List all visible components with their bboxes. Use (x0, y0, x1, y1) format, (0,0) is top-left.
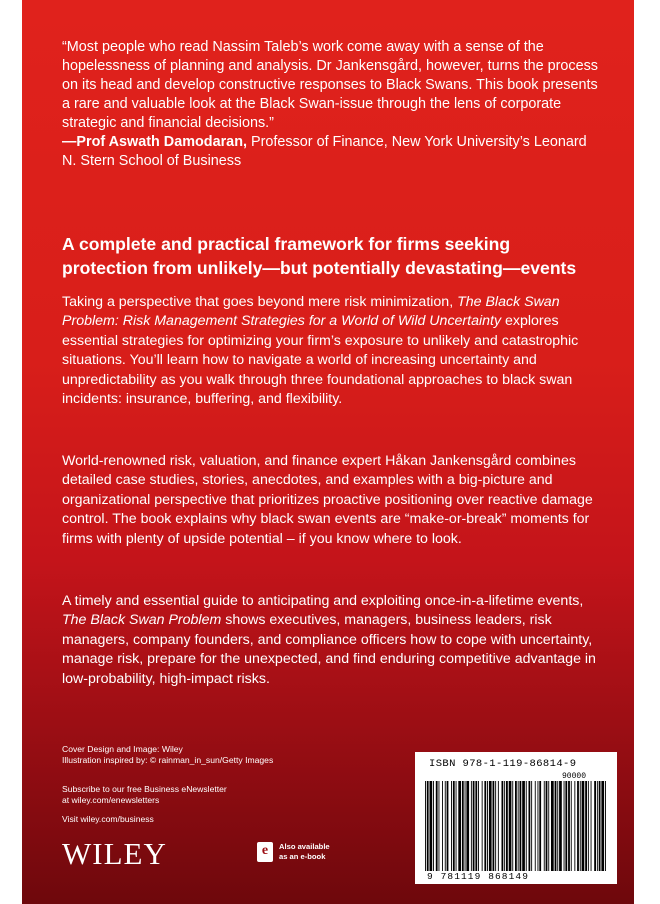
attribution-name: —Prof Aswath Damodaran, (62, 134, 247, 150)
paragraph-3-text-b: shows executives, managers, business leaders, risk managers, company founders, and compliance officers how to cope with uncertainty, manage risk, prepare for the unexpected, and find enduring competitive advantage in low-probability, high-impact risks. (62, 612, 596, 687)
headline-line-1: A complete and practical framework for firms seeking (62, 234, 511, 254)
description-paragraph-1 (62, 293, 602, 409)
isbn-text: ISBN 978-1-119-86814-9 (429, 758, 577, 770)
endorsement-quote (62, 38, 602, 171)
paragraph-3-text-a: A timely and essential guide to anticipating and exploiting once-in-a-lifetime events, (62, 593, 584, 609)
quote-attribution (62, 133, 602, 171)
illustration-credit: Illustration inspired by: © rainman_in_sun/Getty Images (62, 755, 274, 765)
ebook-notice (257, 842, 330, 862)
book-title-italic: The Black Swan Problem (62, 612, 222, 629)
headline-line-2: protection from unlikely—but potentially devastating—events (62, 258, 577, 278)
ebook-line-1: Also available (279, 842, 330, 851)
description-paragraph-2: World-renowned risk, valuation, and finance expert Håkan Jankensgård combines detailed case studies, stories, anecdotes, and examples with a big-picture and organizational perspective that prioritizes proactive positioning over reactive damage control. The book explains why black swan events are “make-or-break” moments for firms with plenty of upside potential – if you know where to look. (62, 453, 593, 547)
visit-website: Visit wiley.com/business (62, 814, 154, 824)
headline (62, 232, 622, 280)
quote-text: “Most people who read Nassim Taleb’s work come away with a sense of the hopelessness of planning and analysis. Dr Jankensgård, however, turns the process on its head and develop constructive responses to Black Swans. This book presents a rare and valuable look at the Black Swan-issue through the lens of corporate strategic and financial decisions.” (62, 39, 598, 131)
book-title-italic: The Black Swan Problem: Risk Management Strategies for a World of Wild Uncertainty (62, 294, 560, 330)
barcode-bars (423, 781, 609, 871)
price-code: 90000 (562, 772, 587, 781)
description-paragraph-3 (62, 592, 602, 689)
newsletter-line-2: at wiley.com/enewsletters (62, 795, 160, 805)
wiley-logo: WILEY (62, 836, 167, 871)
barcode-digits: 9 781119 868149 (427, 871, 530, 882)
isbn-barcode (415, 752, 617, 884)
paragraph-1-text-a: Taking a perspective that goes beyond mere risk minimization, (62, 294, 458, 310)
ebook-icon (257, 842, 273, 862)
ebook-line-2: as an e-book (279, 851, 326, 861)
ebook-text (279, 842, 330, 861)
cover-design-credit: Cover Design and Image: Wiley (62, 744, 183, 754)
back-cover (22, 0, 634, 904)
newsletter-line-1: Subscribe to our free Business eNewsletter (62, 784, 227, 794)
ebook-icon-letter: e (261, 843, 269, 858)
attribution-title: Professor of Finance, New York University’s Leonard N. Stern School of Business (62, 134, 587, 169)
paragraph-1-text-b: explores essential strategies for optimizing your firm’s exposure to unlikely and catastrophic situations. You’ll learn how to navigate a world of increasing uncertainty and unpredictability as you walk through three foundational approaches to black swan incidents: insurance, buffering, and flexibility. (62, 313, 579, 408)
